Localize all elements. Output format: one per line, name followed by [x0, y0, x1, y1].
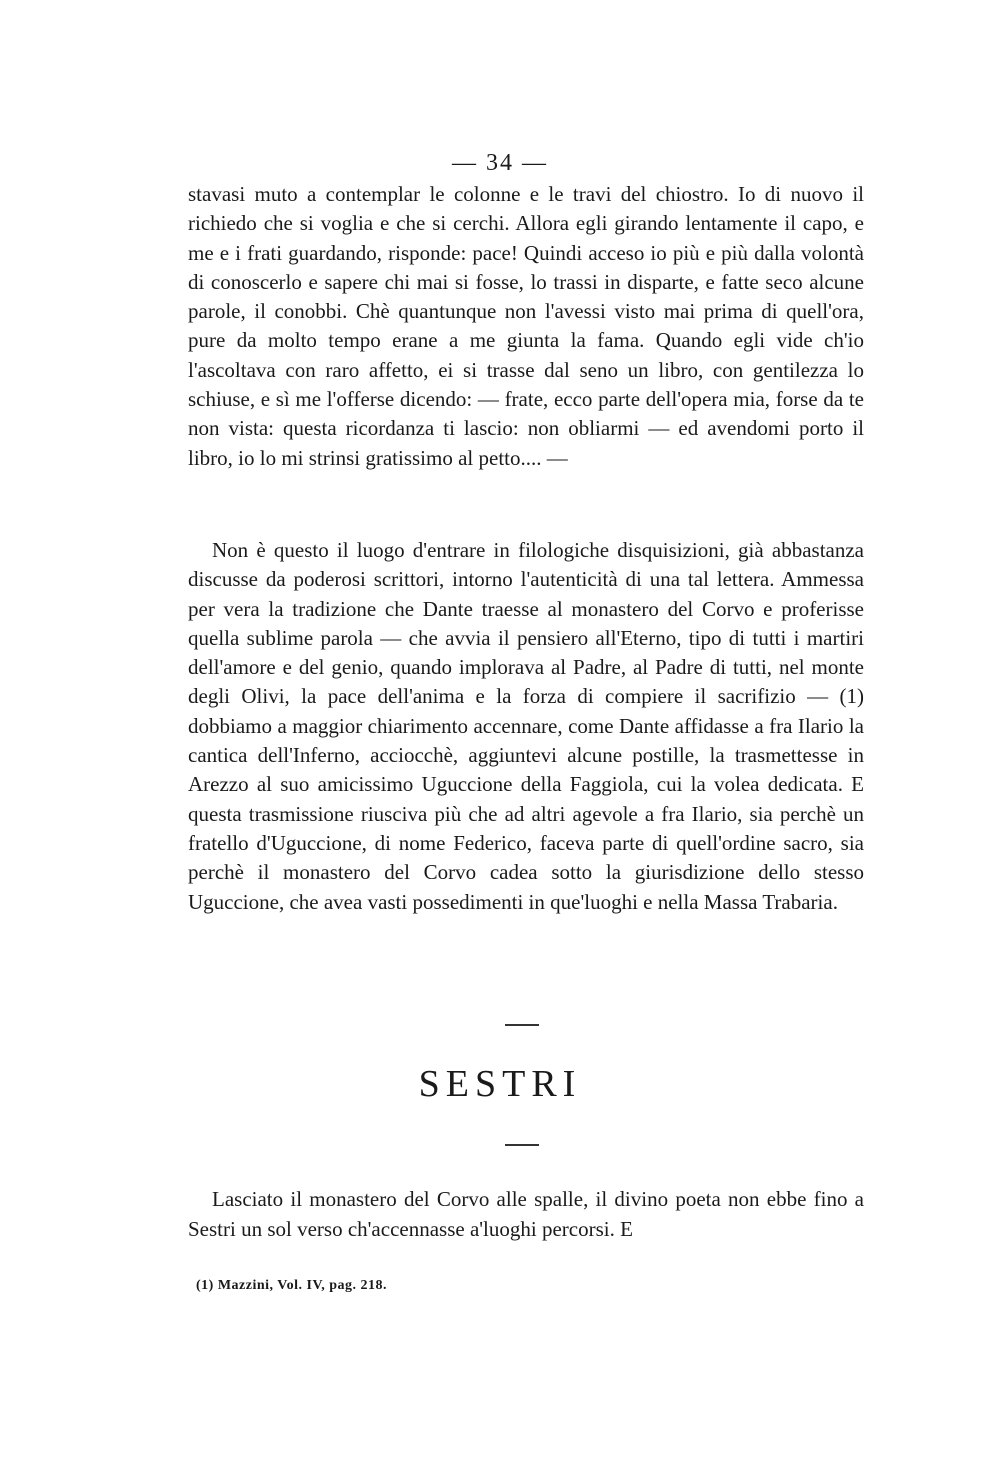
footnote: (1) Mazzini, Vol. IV, pag. 218. [196, 1278, 388, 1293]
body-text-block-2 [188, 536, 864, 917]
body-text-block-3 [188, 1184, 864, 1244]
section-divider-top [505, 1024, 539, 1026]
paragraph-1: stavasi muto a contemplar le colonne e le travi del chiostro. Io di nuovo il richiedo che si voglia e che si cerchi. Allora egli girando lentamente il capo, e me e i frati guardando, risponde: pace! Quindi acceso io più e più dalla volontà di conoscerlo e sapere chi mai si fosse, lo trassi in disparte, e fatte seco alcune parole, il conobbi. Chè quantunque non l'avessi visto mai prima di quell'ora, pure da molto tempo erane a me giunta la fama. Quando egli vide ch'io l'ascoltava con raro affetto, ei si trasse dal seno un libro, con gentilezza lo schiuse, e sì me l'offerse dicendo: — frate, ecco parte dell'opera mia, forse da te non vista: questa ricordanza ti lascio: non obliarmi — ed avendomi porto il libro, io lo mi strinsi gratissimo al petto.... — [188, 182, 864, 470]
body-text-block [188, 180, 864, 473]
section-divider-bottom [505, 1144, 539, 1146]
paragraph-3: Lasciato il monastero del Corvo alle spalle, il divino poeta non ebbe fino a Sestri un sol verso ch'accennasse a'luoghi percorsi. E [188, 1187, 864, 1241]
page-number: — 34 — [452, 150, 548, 176]
paragraph-2: Non è questo il luogo d'entrare in filologiche disquisizioni, già abbastanza discusse da poderosi scrittori, intorno l'autenticità di una tal lettera. Ammessa per vera la tradizione che Dante traesse al monastero del Corvo e proferisse quella sublime parola — che avvia il pensiero all'Eterno, tipo di tutti i martiri dell'amore e del genio, quando implorava al Padre, al Padre di tutti, nel monte degli Olivi, la pace dell'anima e la forza di compiere il sacrifizio — (1) dobbiamo a maggior chiarimento accennare, come Dante affidasse a fra Ilario la cantica dell'Inferno, acciocchè, aggiuntevi alcune postille, la trasmettesse in Arezzo al suo amicissimo Uguccione della Faggiola, cui la volea dedicata. E questa trasmissione riusciva più che ad altri agevole a fra Ilario, sia perchè un fratello d'Uguccione, di nome Federico, faceva parte di quell'ordine sacro, sia perchè il monastero del Corvo cadea sotto la giurisdizione dello stesso Uguccione, che avea vasti possedimenti in que'luoghi e nella Massa Trabaria. [188, 538, 864, 914]
section-title: SESTRI [418, 1063, 582, 1105]
